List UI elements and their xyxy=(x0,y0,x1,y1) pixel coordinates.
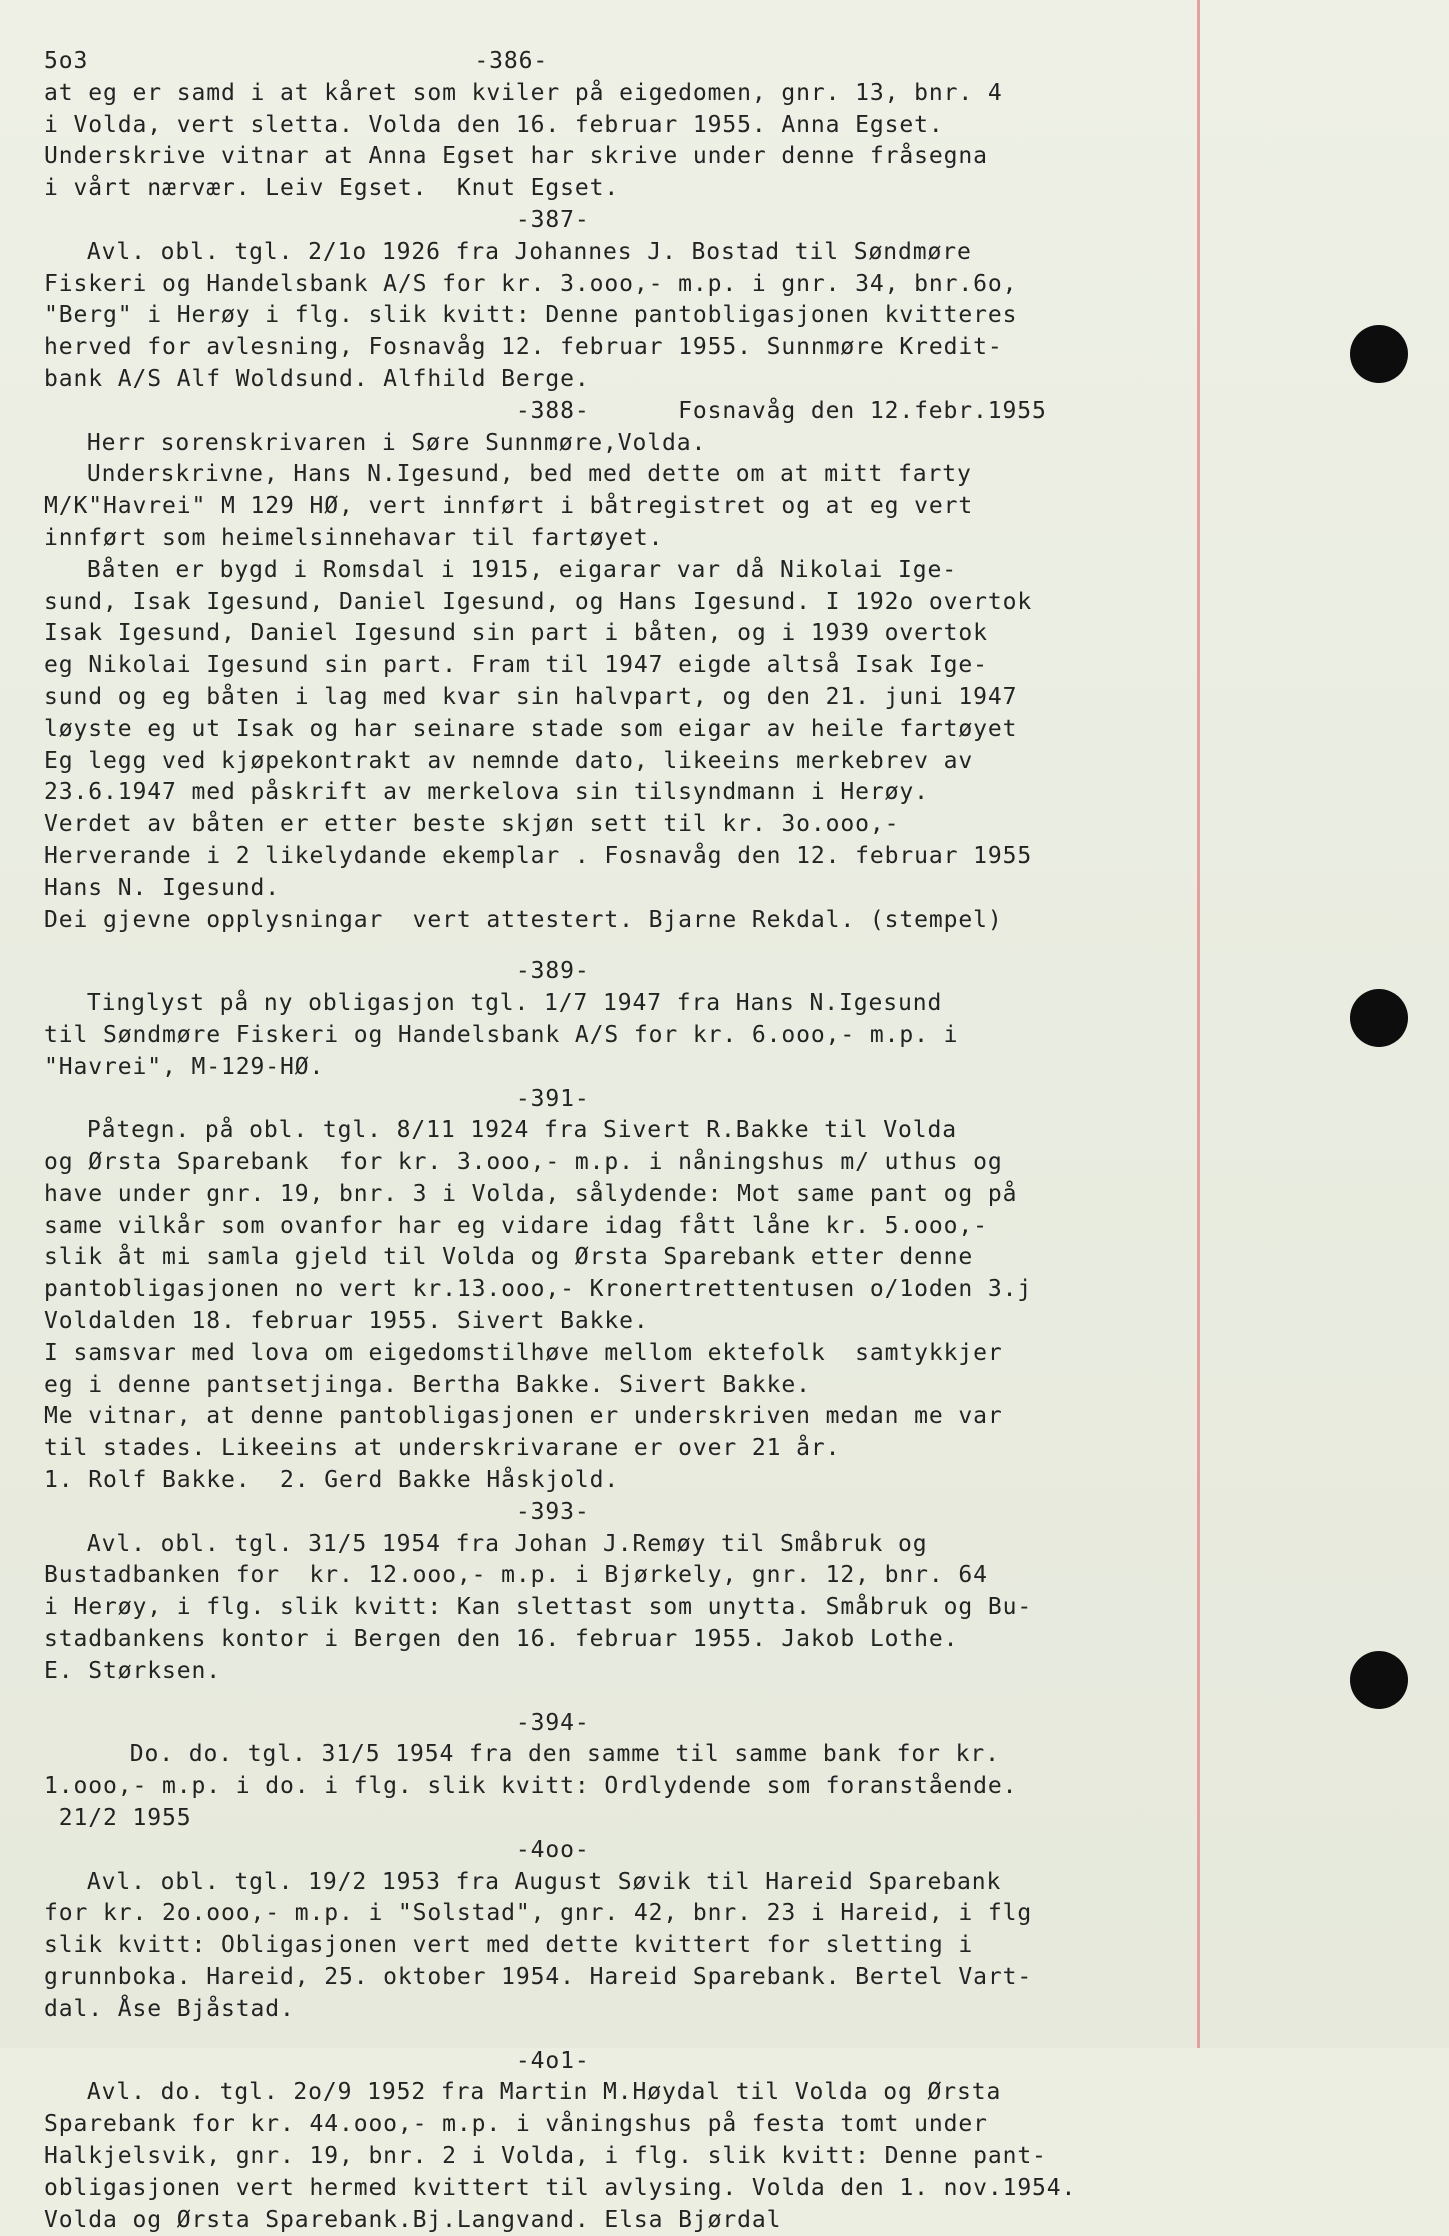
punch-hole xyxy=(1350,325,1408,383)
document-line: Bustadbanken for kr. 12.ooo,- m.p. i Bjørkely, gnr. 12, bnr. 64 xyxy=(44,1562,988,1589)
document-line xyxy=(44,1688,1244,1708)
document-line: "Berg" i Herøy i flg. slik kvitt: Denne pantobligasjonen kvitteres xyxy=(44,302,1018,329)
document-line: Fiskeri og Handelsbank A/S for kr. 3.ooo,- m.p. i gnr. 34, bnr.6o, xyxy=(44,270,1018,297)
entry-number: -386- xyxy=(474,48,549,74)
document-line: -394- xyxy=(515,1709,590,1736)
document-text xyxy=(44,46,1244,2236)
document-line xyxy=(44,936,1244,956)
document-line: M/K"Havrei" M 129 HØ, vert innført i båtregistret og at eg vert xyxy=(44,493,974,520)
document-line: til stades. Likeeins at underskrivarane er over 21 år. xyxy=(44,1435,841,1462)
document-line: herved for avlesning, Fosnavåg 12. februar 1955. Sunnmøre Kredit- xyxy=(44,334,1003,361)
punch-hole xyxy=(1350,1651,1408,1709)
document-line: i vårt nærvær. Leiv Egset. Knut Egset. xyxy=(44,175,620,202)
document-line: Voldalden 18. februar 1955. Sivert Bakke. xyxy=(44,1308,649,1335)
document-line: -387- xyxy=(515,206,590,233)
document-line: Herverande i 2 likelydande ekemplar . Fosnavåg den 12. februar 1955 xyxy=(44,842,1033,869)
page-number: 5o3 xyxy=(44,48,89,74)
document-line: dal. Åse Bjåstad. xyxy=(44,1995,295,2022)
document-line: eg i denne pantsetjinga. Bertha Bakke. Sivert Bakke. xyxy=(44,1371,811,1398)
document-line: Me vitnar, at denne pantobligasjonen er underskriven medan me var xyxy=(44,1403,1003,1430)
document-line: Avl. obl. tgl. 2/1o 1926 fra Johannes J. Bostad til Søndmøre xyxy=(86,238,972,265)
document-line: slik kvitt: Obligasjonen vert med dette kvittert for sletting i xyxy=(44,1932,974,1959)
document-line: sund og eg båten i lag med kvar sin halvpart, og den 21. juni 1947 xyxy=(44,683,1018,710)
punch-hole xyxy=(1350,989,1408,1047)
document-line: -4o1- xyxy=(515,2047,590,2074)
document-line: Eg legg ved kjøpekontrakt av nemnde dato, likeeins merkebrev av xyxy=(44,747,974,774)
document-line xyxy=(44,46,1244,78)
document-line: Underskrivne, Hans N.Igesund, bed med dette om at mitt farty xyxy=(86,461,972,488)
document-line: i Volda, vert sletta. Volda den 16. februar 1955. Anna Egset. xyxy=(44,111,944,138)
document-line: pantobligasjonen no vert kr.13.ooo,- Kronertrettentusen o/1oden 3.j xyxy=(44,1276,1033,1303)
document-line: og Ørsta Sparebank for kr. 3.ooo,- m.p. i nåningshus m/ uthus og xyxy=(44,1149,1003,1176)
document-line: 21/2 1955 xyxy=(44,1805,192,1832)
document-line: grunnboka. Hareid, 25. oktober 1954. Hareid Sparebank. Bertel Vart- xyxy=(44,1964,1033,1991)
document-line: Herr sorenskrivaren i Søre Sunnmøre,Volda. xyxy=(86,429,707,456)
document-line: Volda og Ørsta Sparebank.Bj.Langvand. Elsa Bjørdal xyxy=(44,2206,782,2233)
document-line: have under gnr. 19, bnr. 3 i Volda, sålydende: Mot same pant og på xyxy=(44,1180,1018,1207)
document-line: Tinglyst på ny obligasjon tgl. 1/7 1947 fra Hans N.Igesund xyxy=(86,990,943,1017)
document-line: Båten er bygd i Romsdal i 1915, eigarar var då Nikolai Ige- xyxy=(86,556,957,583)
document-line: 23.6.1947 med påskrift av merkelova sin tilsyndmann i Herøy. xyxy=(44,779,929,806)
document-line: Sparebank for kr. 44.ooo,- m.p. i våningshus på festa tomt under xyxy=(44,2111,988,2138)
document-line: Halkjelsvik, gnr. 19, bnr. 2 i Volda, i flg. slik kvitt: Denne pant- xyxy=(44,2143,1047,2169)
document-line: Isak Igesund, Daniel Igesund sin part i båten, og i 1939 overtok xyxy=(44,620,988,647)
document-line: Avl. obl. tgl. 31/5 1954 fra Johan J.Remøy til Småbruk og xyxy=(86,1530,928,1557)
document-line: Hans N. Igesund. xyxy=(44,874,280,901)
document-line: eg Nikolai Igesund sin part. Fram til 1947 eigde altså Isak Ige- xyxy=(44,652,988,679)
document-line: bank A/S Alf Woldsund. Alfhild Berge. xyxy=(44,365,590,392)
document-line: Avl. do. tgl. 2o/9 1952 fra Martin M.Høydal til Volda og Ørsta xyxy=(86,2079,1002,2106)
document-line: obligasjonen vert hermed kvittert til avlysing. Volda den 1. nov.1954. xyxy=(44,2174,1077,2201)
document-line: i Herøy, i flg. slik kvitt: Kan slettast som unytta. Småbruk og Bu- xyxy=(44,1594,1033,1621)
document-line: I samsvar med lova om eigedomstilhøve mellom ektefolk samtykkjer xyxy=(44,1339,1003,1366)
document-line: at eg er samd i at kåret som kviler på eigedomen, gnr. 13, bnr. 4 xyxy=(44,79,1003,106)
document-line: E. Størksen. xyxy=(44,1657,221,1684)
document-line: sund, Isak Igesund, Daniel Igesund, og Hans Igesund. I 192o overtok xyxy=(44,588,1033,615)
document-line: same vilkår som ovanfor har eg vidare idag fått låne kr. 5.ooo,- xyxy=(44,1212,988,1239)
document-line: Underskrive vitnar at Anna Egset har skrive under denne fråsegna xyxy=(44,143,988,170)
document-line: 1. Rolf Bakke. 2. Gerd Bakke Håskjold. xyxy=(44,1467,620,1494)
document-line: Do. do. tgl. 31/5 1954 fra den samme til samme bank for kr. xyxy=(129,1741,1000,1768)
document-line: slik åt mi samla gjeld til Volda og Ørsta Sparebank etter denne xyxy=(44,1244,974,1271)
document-line: for kr. 2o.ooo,- m.p. i "Solstad", gnr. 42, bnr. 23 i Hareid, i flg xyxy=(44,1900,1033,1927)
document-line: Påtegn. på obl. tgl. 8/11 1924 fra Sivert R.Bakke til Volda xyxy=(86,1117,957,1144)
document-line: til Søndmøre Fiskeri og Handelsbank A/S for kr. 6.ooo,- m.p. i xyxy=(44,1021,959,1048)
document-line: Verdet av båten er etter beste skjøn sett til kr. 3o.ooo,- xyxy=(44,811,900,838)
document-line: 1.ooo,- m.p. i do. i flg. slik kvitt: Ordlydende som foranstående. xyxy=(44,1773,1018,1800)
document-line: Avl. obl. tgl. 19/2 1953 fra August Søvik til Hareid Sparebank xyxy=(86,1868,1002,1895)
document-line: -391- xyxy=(515,1085,590,1112)
document-line: "Havrei", M-129-HØ. xyxy=(44,1053,325,1080)
document-line: innført som heimelsinnehavar til fartøyet. xyxy=(44,524,664,551)
document-line: -393- xyxy=(515,1498,590,1525)
document-line: -389- xyxy=(515,958,590,985)
document-line: -388- Fosnavåg den 12.febr.1955 xyxy=(515,397,1047,424)
document-line: Dei gjevne opplysningar vert attestert. Bjarne Rekdal. (stempel) xyxy=(44,906,1003,933)
document-line xyxy=(44,2026,1244,2046)
document-line: løyste eg ut Isak og har seinare stade som eigar av heile fartøyet xyxy=(44,715,1018,742)
document-line: stadbankens kontor i Bergen den 16. februar 1955. Jakob Lothe. xyxy=(44,1626,959,1653)
document-line: -4oo- xyxy=(515,1836,590,1863)
